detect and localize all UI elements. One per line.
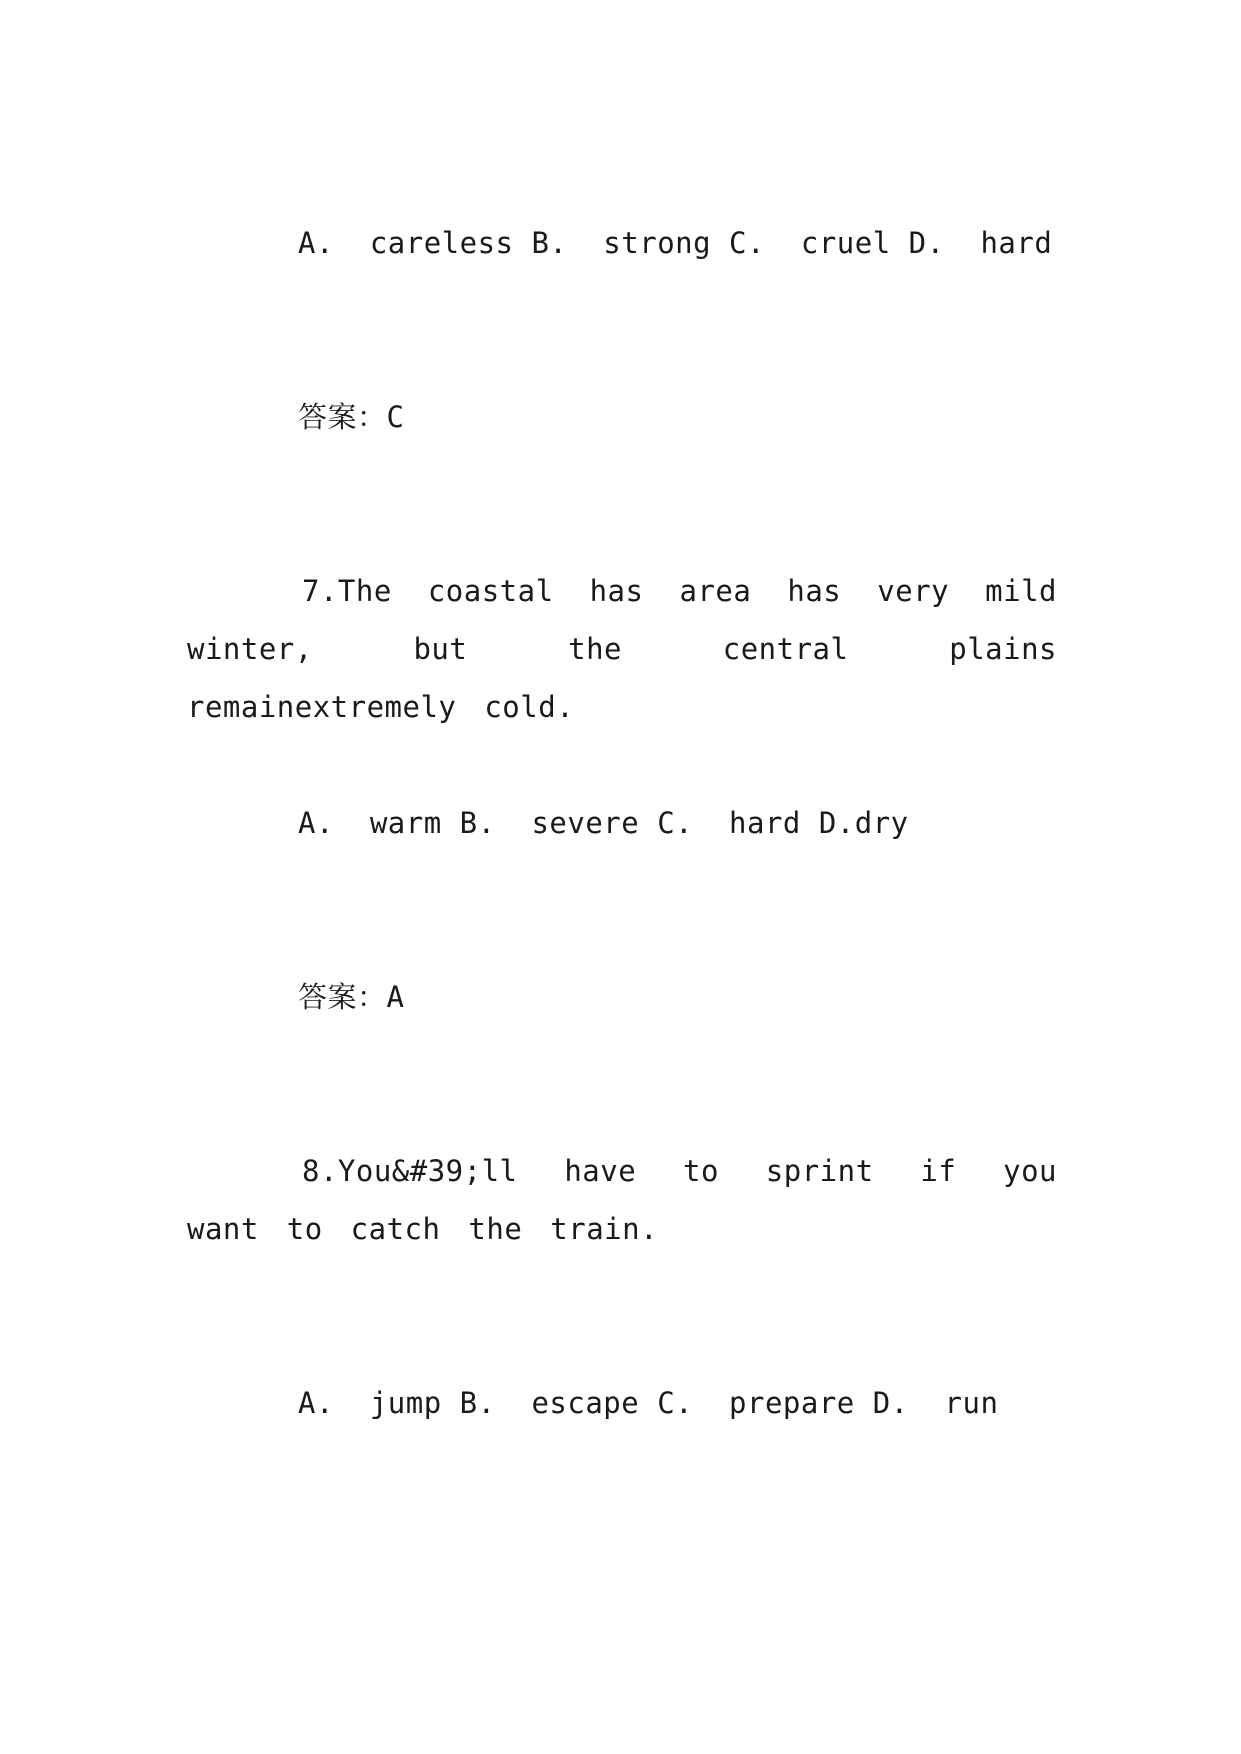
q7-question: 7.The coastal has area has very mild winter, but the central plains remainextremely cold. bbox=[187, 574, 1057, 724]
q7-options: A. warm B. severe C. hard D.dry bbox=[298, 806, 909, 840]
q8-options: A. jump B. escape C. prepare D. run bbox=[298, 1386, 999, 1420]
q6-options: A. careless B. strong C. cruel D. hard bbox=[298, 226, 1053, 260]
q8-question: 8.You&#39;ll have to sprint if you want to catch the train. bbox=[187, 1154, 1057, 1246]
q6-answer: 答案：C bbox=[298, 400, 405, 434]
q7-answer: 答案：A bbox=[298, 980, 405, 1014]
